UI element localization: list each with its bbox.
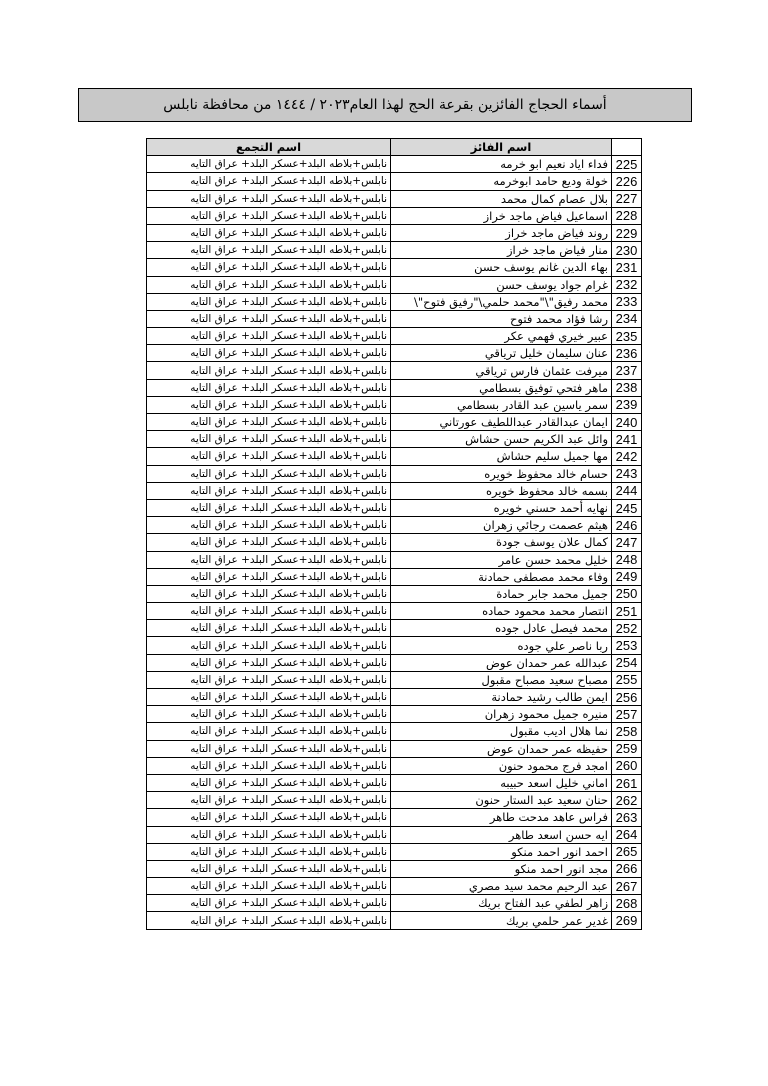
winner-name: غدير عمر حلمي بريك [391, 912, 612, 929]
table-row [147, 689, 642, 706]
winner-name: محمد رفيق"\"محمد حلمي\"رفيق فتوح"\ [391, 293, 612, 310]
table-row [147, 396, 642, 413]
row-number: 253 [612, 637, 642, 654]
table-row [147, 603, 642, 620]
group-name: نابلس+بلاطه البلد+عسكر البلد+ عراق التايه [147, 345, 391, 362]
winner-name: بلال عصام كمال محمد [391, 190, 612, 207]
row-number: 229 [612, 224, 642, 241]
row-number: 265 [612, 843, 642, 860]
group-name: نابلس+بلاطه البلد+عسكر البلد+ عراق التايه [147, 603, 391, 620]
table-row [147, 499, 642, 516]
table-row [147, 671, 642, 688]
group-name: نابلس+بلاطه البلد+عسكر البلد+ عراق التايه [147, 465, 391, 482]
table-row [147, 568, 642, 585]
table-row [147, 551, 642, 568]
winner-name: خليل محمد حسن عامر [391, 551, 612, 568]
winner-name: ربا ناصر علي جوده [391, 637, 612, 654]
group-name: نابلس+بلاطه البلد+عسكر البلد+ عراق التايه [147, 499, 391, 516]
winners-table [146, 138, 642, 930]
group-name: نابلس+بلاطه البلد+عسكر البلد+ عراق التايه [147, 224, 391, 241]
group-name: نابلس+بلاطه البلد+عسكر البلد+ عراق التايه [147, 878, 391, 895]
winner-name: ايمان عبدالقادر عبداللطيف عورتاني [391, 414, 612, 431]
table-row [147, 431, 642, 448]
row-number: 232 [612, 276, 642, 293]
table-row [147, 310, 642, 327]
row-number: 240 [612, 414, 642, 431]
row-number: 244 [612, 482, 642, 499]
winner-name: حنان سعيد عبد الستار حنون [391, 792, 612, 809]
winner-name: عنان سليمان خليل ترياقي [391, 345, 612, 362]
group-name: نابلس+بلاطه البلد+عسكر البلد+ عراق التايه [147, 276, 391, 293]
table-row [147, 860, 642, 877]
group-name: نابلس+بلاطه البلد+عسكر البلد+ عراق التايه [147, 757, 391, 774]
winner-name: زاهر لطفي عبد الفتاح بريك [391, 895, 612, 912]
document-title-text: أسماء الحجاج الفائزين بقرعة الحج لهذا العام٢٠٢٣ / ١٤٤٤ من محافظة نابلس [163, 97, 607, 113]
group-name: نابلس+بلاطه البلد+عسكر البلد+ عراق التايه [147, 414, 391, 431]
table-row [147, 654, 642, 671]
group-name: نابلس+بلاطه البلد+عسكر البلد+ عراق التايه [147, 396, 391, 413]
row-number: 235 [612, 328, 642, 345]
table-row [147, 173, 642, 190]
winner-name: مها جميل سليم حشاش [391, 448, 612, 465]
table-row [147, 843, 642, 860]
table-row [147, 482, 642, 499]
row-number: 231 [612, 259, 642, 276]
row-number: 256 [612, 689, 642, 706]
row-number: 263 [612, 809, 642, 826]
row-number: 238 [612, 379, 642, 396]
row-number: 252 [612, 620, 642, 637]
header-number [612, 139, 642, 156]
group-name: نابلس+بلاطه البلد+عسكر البلد+ عراق التايه [147, 826, 391, 843]
winner-name: فراس عاهد مدحت طاهر [391, 809, 612, 826]
winner-name: وائل عبد الكريم حسن حشاش [391, 431, 612, 448]
row-number: 226 [612, 173, 642, 190]
table-row [147, 740, 642, 757]
row-number: 266 [612, 860, 642, 877]
winner-name: فداء اياد نعيم ابو خرمه [391, 156, 612, 173]
row-number: 225 [612, 156, 642, 173]
group-name: نابلس+بلاطه البلد+عسكر البلد+ عراق التايه [147, 328, 391, 345]
group-name: نابلس+بلاطه البلد+عسكر البلد+ عراق التايه [147, 568, 391, 585]
group-name: نابلس+بلاطه البلد+عسكر البلد+ عراق التايه [147, 379, 391, 396]
winner-name: اسماعيل فياض ماجد خراز [391, 207, 612, 224]
row-number: 247 [612, 534, 642, 551]
table-row [147, 224, 642, 241]
row-number: 264 [612, 826, 642, 843]
row-number: 241 [612, 431, 642, 448]
winner-name: ايمن طالب رشيد حمادنة [391, 689, 612, 706]
row-number: 251 [612, 603, 642, 620]
group-name: نابلس+بلاطه البلد+عسكر البلد+ عراق التايه [147, 534, 391, 551]
winner-name: جميل محمد جابر حمادة [391, 585, 612, 602]
row-number: 261 [612, 774, 642, 791]
group-name: نابلس+بلاطه البلد+عسكر البلد+ عراق التايه [147, 706, 391, 723]
table-row [147, 242, 642, 259]
row-number: 227 [612, 190, 642, 207]
winner-name: حفيظه عمر حمدان عوض [391, 740, 612, 757]
group-name: نابلس+بلاطه البلد+عسكر البلد+ عراق التايه [147, 431, 391, 448]
header-group-name: اسم التجمع [147, 139, 391, 156]
table-row [147, 190, 642, 207]
table-row [147, 379, 642, 396]
winner-name: بهاء الدين غانم يوسف حسن [391, 259, 612, 276]
group-name: نابلس+بلاطه البلد+عسكر البلد+ عراق التايه [147, 293, 391, 310]
document-title [78, 88, 692, 122]
table-row [147, 912, 642, 929]
row-number: 243 [612, 465, 642, 482]
group-name: نابلس+بلاطه البلد+عسكر البلد+ عراق التايه [147, 156, 391, 173]
row-number: 255 [612, 671, 642, 688]
winner-name: نهايه أحمد حسني خويره [391, 499, 612, 516]
group-name: نابلس+بلاطه البلد+عسكر البلد+ عراق التايه [147, 671, 391, 688]
group-name: نابلس+بلاطه البلد+عسكر البلد+ عراق التايه [147, 310, 391, 327]
row-number: 245 [612, 499, 642, 516]
table-row [147, 878, 642, 895]
table-row [147, 414, 642, 431]
row-number: 239 [612, 396, 642, 413]
group-name: نابلس+بلاطه البلد+عسكر البلد+ عراق التايه [147, 259, 391, 276]
table-row [147, 517, 642, 534]
table-row [147, 448, 642, 465]
row-number: 259 [612, 740, 642, 757]
row-number: 234 [612, 310, 642, 327]
row-number: 262 [612, 792, 642, 809]
winner-name: خولة وديع حامد ابوخرمه [391, 173, 612, 190]
group-name: نابلس+بلاطه البلد+عسكر البلد+ عراق التايه [147, 792, 391, 809]
winner-name: سمر ياسين عبد القادر بسطامي [391, 396, 612, 413]
winner-name: نما هلال اديب مقبول [391, 723, 612, 740]
row-number: 249 [612, 568, 642, 585]
row-number: 233 [612, 293, 642, 310]
table-row [147, 259, 642, 276]
winner-name: مصباح سعيد مصباح مقبول [391, 671, 612, 688]
group-name: نابلس+بلاطه البلد+عسكر البلد+ عراق التايه [147, 173, 391, 190]
winner-name: ايه حسن اسعد طاهر [391, 826, 612, 843]
winner-name: هيثم عصمت رجائي زهران [391, 517, 612, 534]
group-name: نابلس+بلاطه البلد+عسكر البلد+ عراق التايه [147, 551, 391, 568]
winner-name: ماهر فتحي توفيق بسطامي [391, 379, 612, 396]
row-number: 260 [612, 757, 642, 774]
header-winner-name: اسم الفائز [391, 139, 612, 156]
winner-name: بسمه خالد محفوظ خويره [391, 482, 612, 499]
table-row [147, 293, 642, 310]
group-name: نابلس+بلاطه البلد+عسكر البلد+ عراق التايه [147, 860, 391, 877]
group-name: نابلس+بلاطه البلد+عسكر البلد+ عراق التايه [147, 895, 391, 912]
table-row [147, 620, 642, 637]
table-row [147, 723, 642, 740]
table-body [147, 156, 642, 929]
group-name: نابلس+بلاطه البلد+عسكر البلد+ عراق التايه [147, 723, 391, 740]
winner-name: منيره جميل محمود زهران [391, 706, 612, 723]
row-number: 250 [612, 585, 642, 602]
winner-name: منار فياض ماجد خراز [391, 242, 612, 259]
group-name: نابلس+بلاطه البلد+عسكر البلد+ عراق التايه [147, 585, 391, 602]
row-number: 242 [612, 448, 642, 465]
winner-name: مجد انور احمد منكو [391, 860, 612, 877]
group-name: نابلس+بلاطه البلد+عسكر البلد+ عراق التايه [147, 689, 391, 706]
winner-name: امجد فرج محمود حنون [391, 757, 612, 774]
table-header-row [147, 139, 642, 156]
table-row [147, 465, 642, 482]
row-number: 228 [612, 207, 642, 224]
table-row [147, 345, 642, 362]
row-number: 268 [612, 895, 642, 912]
group-name: نابلس+بلاطه البلد+عسكر البلد+ عراق التايه [147, 190, 391, 207]
table-row [147, 276, 642, 293]
table-row [147, 757, 642, 774]
row-number: 237 [612, 362, 642, 379]
row-number: 246 [612, 517, 642, 534]
table-row [147, 826, 642, 843]
table-row [147, 637, 642, 654]
winner-name: عبد الرحيم محمد سيد مصري [391, 878, 612, 895]
table-row [147, 328, 642, 345]
winner-name: وفاء محمد مصطفى حمادنة [391, 568, 612, 585]
group-name: نابلس+بلاطه البلد+عسكر البلد+ عراق التايه [147, 654, 391, 671]
row-number: 236 [612, 345, 642, 362]
row-number: 254 [612, 654, 642, 671]
group-name: نابلس+بلاطه البلد+عسكر البلد+ عراق التايه [147, 620, 391, 637]
winner-name: انتصار محمد محمود حماده [391, 603, 612, 620]
row-number: 257 [612, 706, 642, 723]
table-row [147, 809, 642, 826]
winner-name: اماني خليل اسعد حبيبه [391, 774, 612, 791]
winner-name: حسام خالد محفوظ خويره [391, 465, 612, 482]
group-name: نابلس+بلاطه البلد+عسكر البلد+ عراق التايه [147, 362, 391, 379]
group-name: نابلس+بلاطه البلد+عسكر البلد+ عراق التايه [147, 242, 391, 259]
row-number: 248 [612, 551, 642, 568]
table-row [147, 156, 642, 173]
winner-name: عبير خيري فهمي عكر [391, 328, 612, 345]
table-row [147, 774, 642, 791]
table-row [147, 895, 642, 912]
table-row [147, 534, 642, 551]
group-name: نابلس+بلاطه البلد+عسكر البلد+ عراق التايه [147, 912, 391, 929]
group-name: نابلس+بلاطه البلد+عسكر البلد+ عراق التايه [147, 809, 391, 826]
group-name: نابلس+بلاطه البلد+عسكر البلد+ عراق التايه [147, 740, 391, 757]
winner-name: غرام جواد يوسف حسن [391, 276, 612, 293]
row-number: 269 [612, 912, 642, 929]
winner-name: رشا فؤاد محمد فتوح [391, 310, 612, 327]
table-row [147, 792, 642, 809]
winner-name: محمد فيصل عادل جوده [391, 620, 612, 637]
table-row [147, 207, 642, 224]
group-name: نابلس+بلاطه البلد+عسكر البلد+ عراق التايه [147, 448, 391, 465]
table-row [147, 362, 642, 379]
table-row [147, 706, 642, 723]
group-name: نابلس+بلاطه البلد+عسكر البلد+ عراق التايه [147, 482, 391, 499]
group-name: نابلس+بلاطه البلد+عسكر البلد+ عراق التايه [147, 843, 391, 860]
winner-name: روند فياض ماجد خراز [391, 224, 612, 241]
winner-name: كمال علان يوسف جودة [391, 534, 612, 551]
group-name: نابلس+بلاطه البلد+عسكر البلد+ عراق التايه [147, 774, 391, 791]
winner-name: احمد انور احمد منكو [391, 843, 612, 860]
group-name: نابلس+بلاطه البلد+عسكر البلد+ عراق التايه [147, 517, 391, 534]
table-row [147, 585, 642, 602]
row-number: 267 [612, 878, 642, 895]
row-number: 258 [612, 723, 642, 740]
row-number: 230 [612, 242, 642, 259]
winner-name: عبدالله عمر حمدان عوض [391, 654, 612, 671]
winner-name: ميرفت عثمان فارس ترياقي [391, 362, 612, 379]
group-name: نابلس+بلاطه البلد+عسكر البلد+ عراق التايه [147, 637, 391, 654]
group-name: نابلس+بلاطه البلد+عسكر البلد+ عراق التايه [147, 207, 391, 224]
